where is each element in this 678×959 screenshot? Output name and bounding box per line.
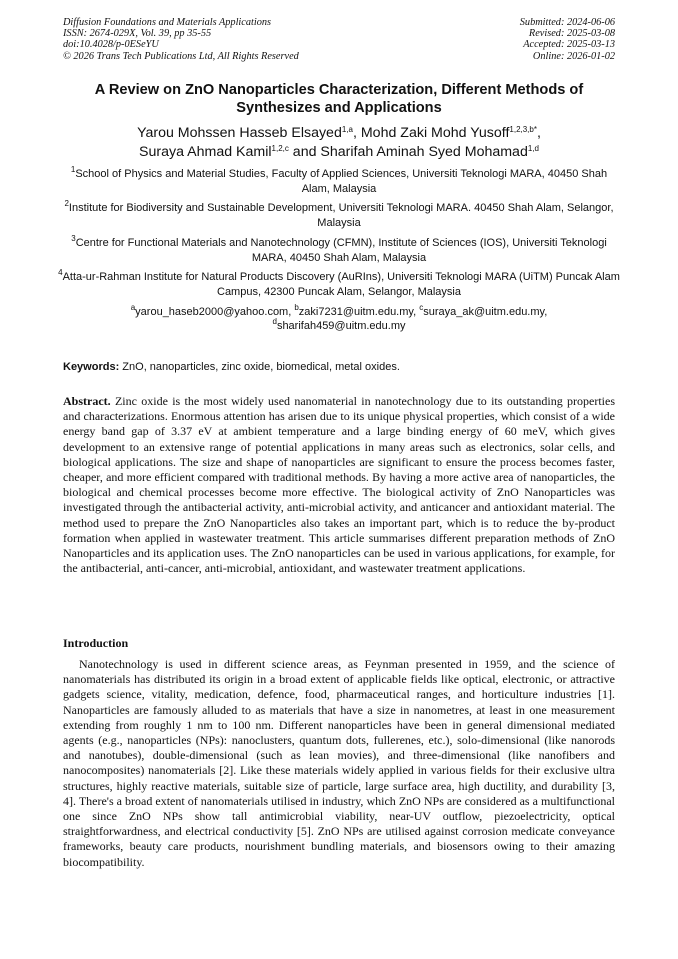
- section-heading-introduction: Introduction: [63, 636, 129, 650]
- author-affiliation-marker: 1,2,3,b*: [509, 125, 537, 134]
- author-name: Mohd Zaki Mohd Yusoff: [360, 125, 510, 141]
- email-link[interactable]: suraya_ak@uitm.edu.my,: [423, 305, 548, 318]
- author-affiliation-marker: 1,d: [527, 144, 539, 153]
- affiliation-number: 4: [58, 268, 63, 278]
- affiliation-text: School of Physics and Material Studies, Faculty of Applied Sciences, Universiti Teknologi MARA, 40450 Shah Alam, Malaysia: [75, 168, 608, 195]
- author-emails: [56, 302, 622, 334]
- email-marker: a: [130, 302, 136, 312]
- affiliation-item: [56, 270, 622, 299]
- author-line-2: [40, 143, 638, 162]
- email-link[interactable]: yarou_haseb2000@yahoo.com,: [135, 305, 295, 318]
- email-marker: c: [419, 302, 424, 312]
- online-date: Online: 2026-01-02: [532, 50, 615, 62]
- email-link[interactable]: zaki7231@uitm.edu.my,: [298, 305, 420, 318]
- revised-date: Revised: 2025-03-08: [528, 28, 615, 40]
- copyright-text: © 2026 Trans Tech Publications Ltd, All Rights Reserved: [63, 50, 299, 62]
- title-line-1: A Review on ZnO Nanoparticles Characterization, Different Methods of: [94, 82, 584, 98]
- affiliation-text: Atta-ur-Rahman Institute for Natural Products Discovery (AuRIns), Universiti Teknologi MARA (UiTM) Puncak Alam Campus, 42300 Puncak Alam, Selangor, Malaysia: [62, 271, 620, 298]
- affiliation-item: [56, 167, 622, 196]
- author-name: Yarou Mohssen Hasseb Elsayed: [137, 125, 342, 141]
- author-name: Sharifah Aminah Syed Mohamad: [320, 144, 528, 160]
- paper-title: [50, 81, 628, 117]
- author-affiliation-marker: 1,a: [341, 125, 353, 134]
- author-list: [40, 124, 638, 162]
- introduction-paragraph: Nanotechnology is used in different science areas, as Feynman presented in 1959, and the science of nanomaterials has distributed its origin in a broad extent of applicable fields like optical, electronic, or attractive gadgets science, vitality, medication, defence, food, pharmaceutical ranges, and horticulture industries [1]. Nanoparticles are famously alluded to as materials that have a size in nanometres, at least in one measurement extending from roughly 1 nm to 100 nm. Different nanoparticles have been in general dimensional mediated agents (e.g., nanoparticles (NPs): nanoclusters, quantum dots, fullerenes, etc.), solo-dimensional (like nanorods and nanotubes), double-dimensional (such as lean movies), and three-dimensional (like nanofibers and nanocomposites) nanomaterials [2]. Like these materials widely applied in various fields for their exclusive ultra structures, highly reactive materials, suitable size of particle, large surface area, high ductility, and durability [3, 4]. There's a broad extent of nanomaterials utilised in industry, which ZnO NPs are considered as a multifunctional one since ZnO NPs show tall antimicrobial viability, near-UV outflow, piezoelectricity, optical straightforwardness, and electrical conductivity [5]. ZnO NPs are utilised against corrosion medicate conveyance frameworks, beauty care products, nourishment bundling materials, and biosensors owing to their amazing biocompatibility.: [63, 657, 615, 869]
- author-separator: ,: [536, 125, 541, 141]
- abstract-text: Zinc oxide is the most widely used nanomaterial in nanotechnology due to its outstanding properties and characterizations. Enormous attention has arisen due to its unique physical properties, which consist of a wide energy band gap of 3.37 eV at ambient temperature and a large binding energy of 60 meV, which gives development to an extensive range of potential applications in many areas such as electronics, solar cells, and biological applications. The size and shape of nanoparticles are significant to ensure the process becomes faster, cheaper, and more efficient compared with traditional methods. By having a more active area of nanoparticles, the biological and chemical processes become more effective. The biological activity of ZnO Nanoparticles was investigated through the antibacterial activity, anti-microbial activity, and anticancer and antioxidant material. The method used to prepare the ZnO Nanoparticles also takes an important part, which is to reduce the by-product formation when applied in wastewater treatment. This article summarises different preparation methods of ZnO Nanoparticles and its application uses. The ZnO nanoparticles can be used in various applications, for example, for the antibacterial, anti-cancer, anti-microbial, antioxidant, and wastewater treatment applications.: [63, 394, 615, 576]
- keywords-label: Keywords:: [63, 361, 120, 373]
- author-separator: and: [288, 144, 321, 160]
- doi-text[interactable]: doi:10.4028/p-0ESeYU: [63, 39, 159, 51]
- email-marker: b: [294, 302, 299, 312]
- email-marker: d: [272, 317, 277, 327]
- header-right: [520, 17, 615, 62]
- affiliation-number: 2: [64, 199, 69, 209]
- author-separator: ,: [352, 125, 361, 141]
- affiliations: [56, 167, 622, 334]
- journal-issn: ISSN: 2674-029X, Vol. 39, pp 35-55: [63, 28, 212, 40]
- affiliation-number: 1: [70, 165, 76, 174]
- header-left: [63, 17, 299, 62]
- keywords: [63, 360, 615, 374]
- abstract-label: Abstract.: [63, 394, 111, 408]
- title-line-2: Synthesizes and Applications: [236, 100, 442, 116]
- affiliation-item: [56, 233, 622, 265]
- affiliation-number: 3: [71, 233, 76, 243]
- email-link[interactable]: sharifah459@uitm.edu.my: [276, 320, 406, 333]
- submitted-date: Submitted: 2024-06-06: [519, 17, 615, 28]
- abstract: [63, 394, 615, 576]
- affiliation-text: Centre for Functional Materials and Nanotechnology (CFMN), Institute of Sciences (IOS), Universiti Teknologi MARA, 40450 Shah Alam, Malaysia: [75, 236, 607, 264]
- affiliation-item: [56, 201, 622, 230]
- accepted-date: Accepted: 2025-03-13: [523, 39, 615, 51]
- author-affiliation-marker: 1,2,c: [271, 144, 289, 153]
- author-line-1: [40, 124, 638, 143]
- author-name: Suraya Ahmad Kamil: [139, 144, 272, 160]
- affiliation-text: Institute for Biodiversity and Sustainable Development, Universiti Teknologi MARA. 40450 Shah Alam, Selangor, Malaysia: [68, 202, 614, 230]
- keywords-text: ZnO, nanoparticles, zinc oxide, biomedical, metal oxides.: [119, 361, 400, 373]
- journal-name: Diffusion Foundations and Materials Applications: [63, 17, 272, 28]
